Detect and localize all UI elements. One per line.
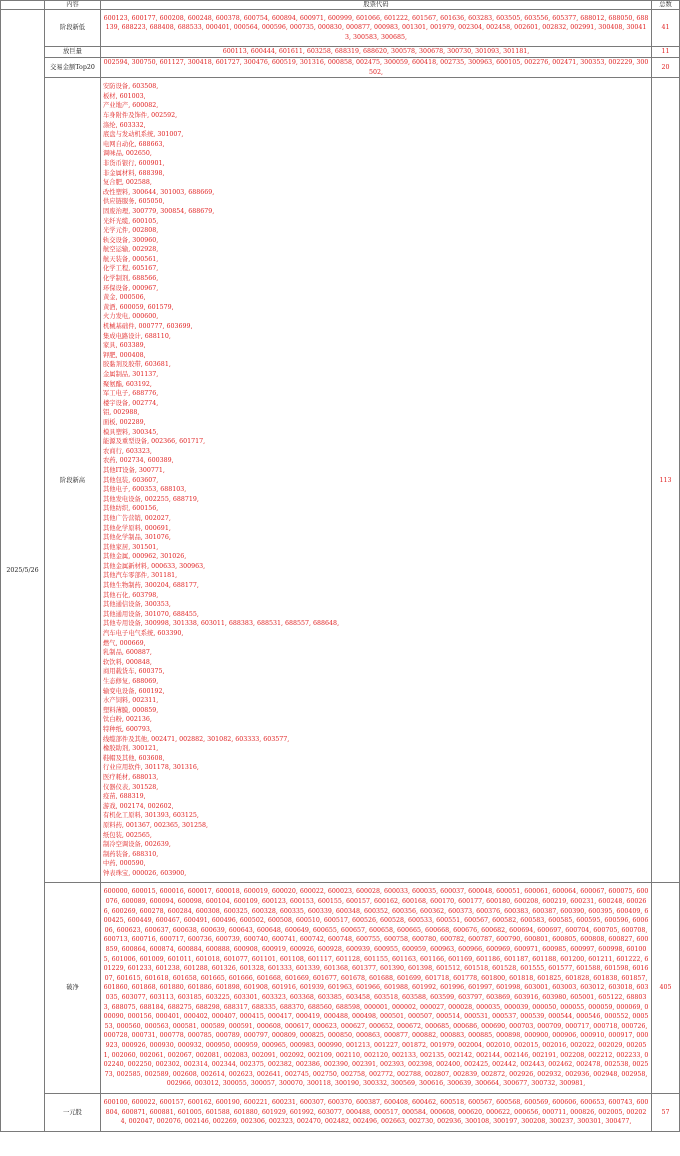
industry-line: 软饮料, 000848, — [103, 658, 152, 666]
industry-line: 家具, 603389, — [103, 342, 146, 350]
industry-line: 环保设备, 000967, — [103, 284, 159, 292]
industry-line: 面板, 002289, — [103, 418, 146, 426]
industry-line: 线缆部件及其他, 002471, 002882, 301082, 603333, 603577, — [103, 735, 290, 743]
industry-line: 板材, 601003, — [103, 92, 146, 100]
industry-line: 钟表珠宝, 000026, 603900, — [103, 869, 187, 877]
industry-line: 其他家居, 301501, — [103, 543, 159, 551]
industry-line: 乳制品, 600887, — [103, 649, 152, 657]
codes-text: 600100, 600022, 600157, 600162, 600190, 600221, 600231, 600307, 600370, 600387, 600408, 600462, 600518, 600567, 600568, 600569, 600606, 600653, 600743, 600804, 600871, 600881, 601005, 601588, 601880, 601929, 601992, 603077, 000488, 000517, 000584, 000608, 000620, 000622, 000656, 000711, 000826, 002005, 002024, 002047, 002076, 002146, 002269, 002306, 002323, 002470, 002482, 002496, 002663, 002730, 002936, 300108, 300197, 300208, 300237, 300301, 300477, — [103, 1098, 649, 1126]
industry-line: 仪器仪表, 301528, — [103, 783, 159, 791]
industry-line: 机械基础件, 000777, 603699, — [103, 323, 193, 331]
industry-line: 农药, 002734, 600389, — [103, 457, 174, 465]
row-total: 405 — [652, 883, 680, 1093]
industry-line: 底盘与发动机系统, 301007, — [103, 131, 184, 139]
industry-line: 塑料薄膜, 000859, — [103, 706, 159, 714]
row-stage-high — [1, 78, 680, 883]
industry-line: 航空运输, 002928, — [103, 246, 159, 254]
industry-line: 燃气, 000669, — [103, 639, 146, 647]
row-codes — [101, 883, 652, 1093]
industry-line: 化学工程, 605167, — [103, 265, 159, 273]
codes-text: 600113, 600444, 601611, 603258, 688319, 688620, 300578, 300678, 300730, 301093, 301181, — [222, 48, 530, 56]
industry-line: 纸包装, 002565, — [103, 831, 152, 839]
date-cell: 2025/5/26 — [1, 10, 45, 1132]
industry-line: 军工电子, 688776, — [103, 390, 159, 398]
row-total: 57 — [652, 1093, 680, 1131]
industry-line: 商用载货车, 600375, — [103, 668, 165, 676]
row-codes — [101, 47, 652, 58]
industry-line: 特种纸, 600793, — [103, 725, 152, 733]
industry-line: 化学制剂, 688566, — [103, 275, 159, 283]
row-name: 交易金额Top20 — [45, 58, 101, 78]
row-name: 放巨量 — [45, 47, 101, 58]
header-row — [1, 1, 680, 10]
industry-line: 有机化工原料, 301393, 603125, — [103, 812, 199, 820]
industry-line: 黄酒, 600059, 601579, — [103, 303, 174, 311]
industry-line: 疫苗, 688319, — [103, 793, 146, 801]
codes-text: 600123, 600177, 600208, 600248, 600378, 600754, 600894, 600971, 600999, 601066, 601222, 601567, 601636, 603283, 603505, 603556, 605377, 688012, 688050, 688139, 688223, 688408, 688533, 000401, 000564, 000596, 000735, 000830, 000877, 000983, 001301, 001979, 002304, 002458, 002601, 002832, 002991, 300408, 300413, 300583, 300685, — [103, 14, 649, 41]
industry-line: 其他通用设备, 301070, 688455, — [103, 610, 199, 618]
industry-line: 金属制品, 301137, — [103, 371, 159, 378]
industry-line: 模具塑料, 300345, — [103, 428, 159, 436]
row-total: 20 — [652, 58, 680, 78]
row-total: 113 — [652, 78, 680, 883]
industry-line: 其他发电设备, 002255, 688719, — [103, 495, 199, 503]
row-one-yuan — [1, 1093, 680, 1131]
row-name: 阶段新高 — [45, 78, 101, 883]
industry-line: 钛白粉, 002136, — [103, 716, 152, 724]
industry-line: 制冷空调设备, 002639, — [103, 841, 171, 849]
row-codes — [101, 1093, 652, 1131]
industry-line: 其他化学原料, 000691, — [103, 524, 171, 532]
row-big-volume — [1, 47, 680, 58]
industry-line: 医疗耗材, 688013, — [103, 773, 159, 781]
industry-line: 产业地产, 600082, — [103, 102, 159, 110]
industry-line: 游戏, 002174, 002602, — [103, 802, 174, 810]
industry-line: 鞋帽及其他, 603608, — [103, 754, 165, 762]
industry-line: 火力发电, 000600, — [103, 313, 159, 321]
industry-line: 车身附件及饰件, 002592, — [103, 111, 178, 119]
industry-line: 非货币银行, 600901, — [103, 159, 165, 167]
industry-line: 生态修复, 688069, — [103, 678, 159, 685]
row-total: 41 — [652, 10, 680, 47]
industry-line: 铝, 002988, — [103, 409, 140, 417]
industry-line: 涤纶, 603332, — [103, 121, 146, 129]
industry-line: 聚氨酯, 603192, — [103, 380, 152, 388]
header-total: 总数 — [652, 1, 680, 10]
industry-line: 水产饲料, 002311, — [103, 697, 159, 705]
industry-line: 其他纺织, 600156, — [103, 505, 159, 513]
row-stage-low — [1, 10, 680, 47]
header-content: 内容 — [45, 1, 101, 10]
industry-line: 安防设备, 603508, — [103, 83, 159, 91]
industry-line: 电网自动化, 688663, — [103, 140, 165, 148]
row-name: 破净 — [45, 883, 101, 1093]
industry-line: 其他广告营销, 002027, — [103, 514, 171, 522]
row-codes — [101, 10, 652, 47]
industry-line: 其他通信设备, 300353, — [103, 601, 171, 609]
row-broken-net — [1, 883, 680, 1093]
industry-line: 复合肥, 002588, — [103, 179, 152, 187]
industry-line: 胶黏剂及胶带, 603681, — [103, 361, 171, 369]
row-total: 11 — [652, 47, 680, 58]
industry-line: 其他电子, 600353, 688103, — [103, 486, 187, 494]
industry-line: 其他金属, 000962, 301026, — [103, 553, 187, 561]
industry-line: 汽车电子电气系统, 603390, — [103, 630, 184, 638]
industry-line: 其他汽车零部件, 301181, — [103, 572, 178, 580]
codes-text: 600000, 600015, 600016, 600017, 600018, 600019, 600020, 600022, 600023, 600028, 600033, 600035, 600037, 600048, 600051, 600061, 600064, 600067, 600075, 600076, 600089, 600094, 600098, 600104, 600109, 600123, 600153, 600155, 600157, 600162, 600168, 600170, 600177, 600180, 600208, 600219, 600231, 600248, 600266, 600269, 600278, 600284, 600308, 600325, 600328, 600335, 600339, 600348, 600352, 600356, 600362, 600373, 600376, 600383, 600387, 600390, 600395, 600409, 600425, 600449, 600467, 600491, 600496, 600502, 600508, 600510, 600517, 600526, 600528, 600533, 600551, 600567, 600582, 600583, 600585, 600595, 600596, 600606, 600623, 600637, 600638, 600639, 600643, 600648, 600649, 600655, 600657, 600658, 600665, 600668, 600676, 600682, 600694, 600697, 600704, 600705, 600708, 600713, 600716, 600717, 600736, 600739, 600740, 600741, 600742, 600748, 600755, 600758, 600780, 600782, 600787, 600790, 600801, 600805, 600808, 600827, 600859, 600864, 600874, 600884, 600888, 600908, 600919, 600926, 600928, 600939, 600955, 600959, 600963, 600966, 600969, 600971, 600985, 600997, 600998, 601005, 601006, 601009, 601011, 601018, 601077, 601101, 601108, 601117, 601128, 601155, 601163, 601166, 601169, 601186, 601187, 601188, 601200, 601211, 601222, 601229, 601233, 601238, 601288, 601326, 601328, 601333, 601339, 601368, 601377, 601390, 601398, 601512, 601518, 601528, 601555, 601577, 601588, 601598, 601607, 601615, 601618, 601658, 601665, 601666, 601668, 601669, 601677, 601678, 601688, 601699, 601718, 601778, 601800, 601818, 601825, 601828, 601838, 601857, 601860, 601868, 601880, 601886, 601898, 601908, 601916, 601939, 601963, 601966, 601988, 601992, 601996, 601997, 601998, 603001, 603003, 603012, 603018, 603035, 603077, 603113, 603185, 603225, 603301, 603323, 603368, 603385, 603458, 603518, 603588, 603599, 603797, 603869, 603916, 603980, 605001, 605122, 688033, 688075, 688184, 688275, 688298, 688317, 688335, 688370, 688560, 688598, 000001, 000002, 000027, 000028, 000035, 000039, 000050, 000055, 000059, 000069, 000090, 000156, 000401, 000402, 000407, 000415, 000417, 000419, 000488, 000498, 000501, 000507, 000514, 000531, 000537, 000539, 000544, 000546, 000552, 000553, 000560, 000563, 000581, 000589, 000591, 000608, 000617, 000623, 000627, 000652, 000672, 000685, 000686, 000690, 000703, 000709, 000717, 000718, 000726, 000728, 000731, 000778, 000785, 000789, 000797, 000809, 000825, 000850, 000863, 000877, 000882, 000883, 000885, 000898, 000900, 000906, 000910, 000917, 000923, 000926, 000930, 000932, 000950, 000959, 000965, 000983, 000990, 001213, 001227, 001872, 001979, 002004, 002010, 002015, 002016, 002022, 002029, 002051, 002060, 002061, 002067, 002081, 002083, 002091, 002092, 002109, 002110, 002120, 002133, 002135, 002142, 002144, 002146, 002191, 002208, 002212, 002233, 002240, 002250, 002302, 002314, 002344, 002375, 002382, 002386, 002390, 002391, 002393, 002398, 002400, 002425, 002442, 002443, 002462, 002478, 002538, 002573, 002585, 002589, 002608, 002614, 002623, 002641, 002745, 002750, 002758, 002772, 002788, 002807, 002839, 002872, 002926, 002932, 002936, 002948, 002958, 002966, 003012, 300055, 300057, 300070, 300118, 300190, 300332, 300569, 300616, 300639, 300664, 300677, 300732, 300981, — [103, 888, 649, 1088]
industry-line: 其他专用设备, 300998, 301338, 603011, 688383, 688531, 688557, 688648, — [103, 620, 340, 628]
industry-line: 调味品, 002650, — [103, 150, 152, 158]
row-top20 — [1, 58, 680, 78]
header-codes: 股票代码 — [101, 1, 652, 10]
industry-line: 供应链服务, 605050, — [103, 198, 165, 206]
industry-line: 其他金属新材料, 000633, 300963, — [103, 562, 206, 570]
industry-line: 集成电路设计, 688110, — [103, 332, 171, 340]
row-name: 一元股 — [45, 1093, 101, 1131]
industry-line: 黄金, 000506, — [103, 294, 146, 302]
row-codes — [101, 78, 652, 883]
industry-line: 输变电设备, 600192, — [103, 687, 165, 695]
row-name: 阶段新低 — [45, 10, 101, 47]
industry-line: 光学元件, 002808, — [103, 227, 159, 235]
industry-line: 其他IT设备, 300771, — [103, 466, 165, 474]
industry-line: 原料药, 001367, 002365, 301258, — [103, 821, 209, 829]
industry-line: 非金属材料, 688398, — [103, 169, 165, 177]
industry-line: 能源及重型设备, 002366, 601717, — [103, 438, 206, 446]
codes-text: 002594, 300750, 601127, 300418, 601727, 300476, 600519, 301316, 000858, 002475, 300059, 600418, 002735, 300963, 600105, 002276, 002471, 300353, 002229, 300502, — [103, 59, 649, 76]
industry-line: 农商行, 603323, — [103, 447, 152, 455]
industry-line: 橡胶助剂, 300121, — [103, 745, 159, 753]
industry-line: 其他化学制品, 301076, — [103, 534, 171, 542]
industry-line: 其他石化, 603798, — [103, 591, 159, 599]
industry-line: 行业应用软件, 301178, 301316, — [103, 764, 199, 772]
industry-list — [103, 78, 649, 882]
industry-line: 钾肥, 000408, — [103, 351, 146, 359]
industry-line: 制药装备, 688310, — [103, 850, 159, 858]
industry-line: 改性塑料, 300644, 301003, 688669, — [103, 188, 215, 196]
industry-line: 轨交设备, 300960, — [103, 236, 159, 244]
industry-line: 固废治理, 300779, 300854, 688679, — [103, 207, 215, 215]
industry-line: 楼宇设备, 002774, — [103, 399, 159, 407]
row-codes — [101, 58, 652, 78]
industry-line: 其他包装, 603607, — [103, 476, 159, 484]
industry-line: 航天装备, 000561, — [103, 255, 159, 263]
industry-line: 中药, 000590, — [103, 860, 146, 868]
header-date — [1, 1, 45, 10]
industry-line: 光纤光缆, 600105, — [103, 217, 159, 225]
industry-line: 其他生物制药, 300204, 688177, — [103, 582, 199, 590]
